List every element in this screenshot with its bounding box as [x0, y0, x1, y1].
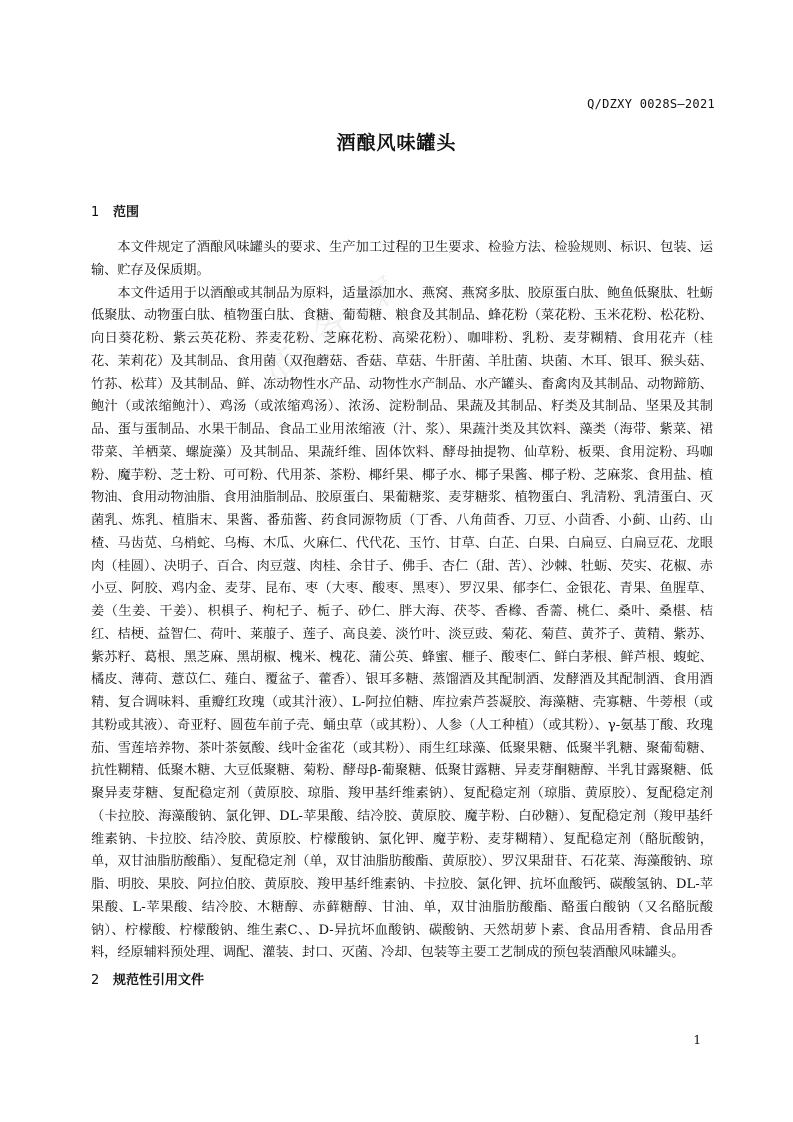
section-heading-scope — [91, 201, 139, 220]
section-heading-normative-references — [91, 969, 204, 988]
section-number: 1 — [91, 205, 100, 220]
section-title: 规范性引用文件 — [113, 973, 205, 988]
watermark: 准 备 案 — [255, 264, 413, 391]
standard-code: Q/DZXY 0028S—2021 — [587, 97, 715, 111]
scope-paragraph: 本文件规定了酒酿风味罐头的要求、生产加工过程的卫生要求、检验方法、检验规则、标识、包装、运输、贮存及保质期。 — [91, 240, 713, 278]
document-title: 酒酿风味罐头 — [336, 132, 457, 154]
scope-paragraph: 本文件适用于以酒酿或其制品为原料，适量添加水、燕窝、燕窝多肽、胶原蛋白肽、鲍鱼低聚肽、牡蛎低聚肽、动物蛋白肽、植物蛋白肽、食糖、葡萄糖、粮食及其制品、蜂花粉（菜花粉、玉米花粉、松花粉、向日葵花粉、紫云英花粉、荞麦花粉、芝麻花粉、高梁花粉）、咖啡粉、乳粉、麦芽糊精、食用花卉（桂花、茉莉花）及其制品、食用菌（双孢蘑菇、香菇、草菇、牛肝菌、羊肚菌、块菌、木耳、银耳、猴头菇、竹荪、松茸）及其制品、鲜、冻动物性水产品、动物性水产制品、水产罐头、畜禽肉及其制品、动物蹄筋、鲍汁（或浓缩鲍汁）、鸡汤（或浓缩鸡汤）、浓汤、淀粉制品、果蔬及其制品、籽类及其制品、坚果及其制品、蛋与蛋制品、水果干制品、食品工业用浓缩液（汁、浆）、果蔬汁类及其饮料、藻类（海带、紫菜、裙带菜、羊栖菜、螺旋藻）及其制品、果蔬纤维、固体饮料、酵母抽提物、仙草粉、板栗、食用淀粉、玛咖粉、魔芋粉、芝士粉、可可粉、代用茶、茶粉、椰纤果、椰子水、椰子果酱、椰子粉、芝麻浆、食用盐、植物油、食用动物油脂、食用油脂制品、胶原蛋白、果葡糖浆、麦芽糖浆、植物蛋白、乳清粉、乳清蛋白、灭菌乳、炼乳、植脂末、果酱、番茄酱、药食同源物质（丁香、八角茴香、刀豆、小茴香、小蓟、山药、山楂、马齿苋、乌梢蛇、乌梅、木瓜、火麻仁、代代花、玉竹、甘草、白芷、白果、白扁豆、白扁豆花、龙眼肉（桂圆）、决明子、百合、肉豆蔻、肉桂、余甘子、佛手、杏仁（甜、苦）、沙棘、牡蛎、芡实、花椒、赤小豆、阿胶、鸡内金、麦芽、昆布、枣（大枣、酸枣、黑枣）、罗汉果、郁李仁、金银花、青果、鱼腥草、姜（生姜、干姜）、枳椇子、枸杞子、栀子、砂仁、胖大海、茯苓、香橼、香薷、桃仁、桑叶、桑椹、桔红、桔梗、益智仁、荷叶、莱菔子、莲子、高良姜、淡竹叶、淡豆豉、菊花、菊苣、黄芥子、黄精、紫苏、紫苏籽、葛根、黑芝麻、黑胡椒、槐米、槐花、蒲公英、蜂蜜、榧子、酸枣仁、鲜白茅根、鲜芦根、蝮蛇、橘皮、薄荷、薏苡仁、薤白、覆盆子、藿香）、银耳多糖、蒸馏酒及其配制酒、发酵酒及其配制酒、食用酒精、复合调味料、重瓣红玫瑰（或其汁液）、L-阿拉伯糖、库拉索芦荟凝胶、海藻糖、壳寡糖、牛蒡根（或其粉或其液）、奇亚籽、圆苞车前子壳、蛹虫草（或其粉）、人参（人工种植）（或其粉）、γ-氨基丁酸、玫瑰茄、雪莲培养物、茶叶茶氨酸、线叶金雀花（或其粉）、雨生红球藻、低聚果糖、低聚半乳糖、聚葡萄糖、抗性糊精、低聚木糖、大豆低聚糖、菊粉、酵母β-葡聚糖、低聚甘露糖、异麦芽酮糖醇、半乳甘露聚糖、低聚异麦芽糖、复配稳定剂（黄原胶、琼脂、羧甲基纤维素钠）、复配稳定剂（琼脂、黄原胶）、复配稳定剂（卡拉胶、海藻酸钠、氯化钾、DL-苹果酸、结冷胶、黄原胶、魔芋粉、白砂糖）、复配稳定剂（羧甲基纤维素钠、卡拉胶、结冷胶、黄原胶、柠檬酸钠、氯化钾、魔芋粉、麦芽糊精）、复配稳定剂（酪朊酸钠，单，双甘油脂肪酸酯）、复配稳定剂（单，双甘油脂肪酸酯、黄原胶）、罗汉果甜苷、石花菜、海藻酸钠、琼脂、明胶、果胶、阿拉伯胶、黄原胶、羧甲基纤维素钠、卡拉胶、氯化钾、抗坏血酸钙、碳酸氢钠、DL-苹果酸、L-苹果酸、结冷胶、木糖醇、赤藓糖醇、甘油、单，双甘油脂肪酸酯、酪蛋白酸钠（又名酪朊酸钠）、柠檬酸、柠檬酸钠、维生素C、、D-异抗坏血酸钠、碳酸钠、天然胡萝卜素、食品用香精、食品用香料，经原辅料预处理、调配、灌装、封口、灭菌、冷却、包装等主要工艺制成的预包装酒酿风味罐头。 — [91, 285, 713, 961]
page-number: 1 — [693, 1033, 701, 1047]
section-number: 2 — [91, 973, 100, 988]
section-title: 范围 — [113, 205, 140, 220]
scope-body — [91, 237, 713, 965]
